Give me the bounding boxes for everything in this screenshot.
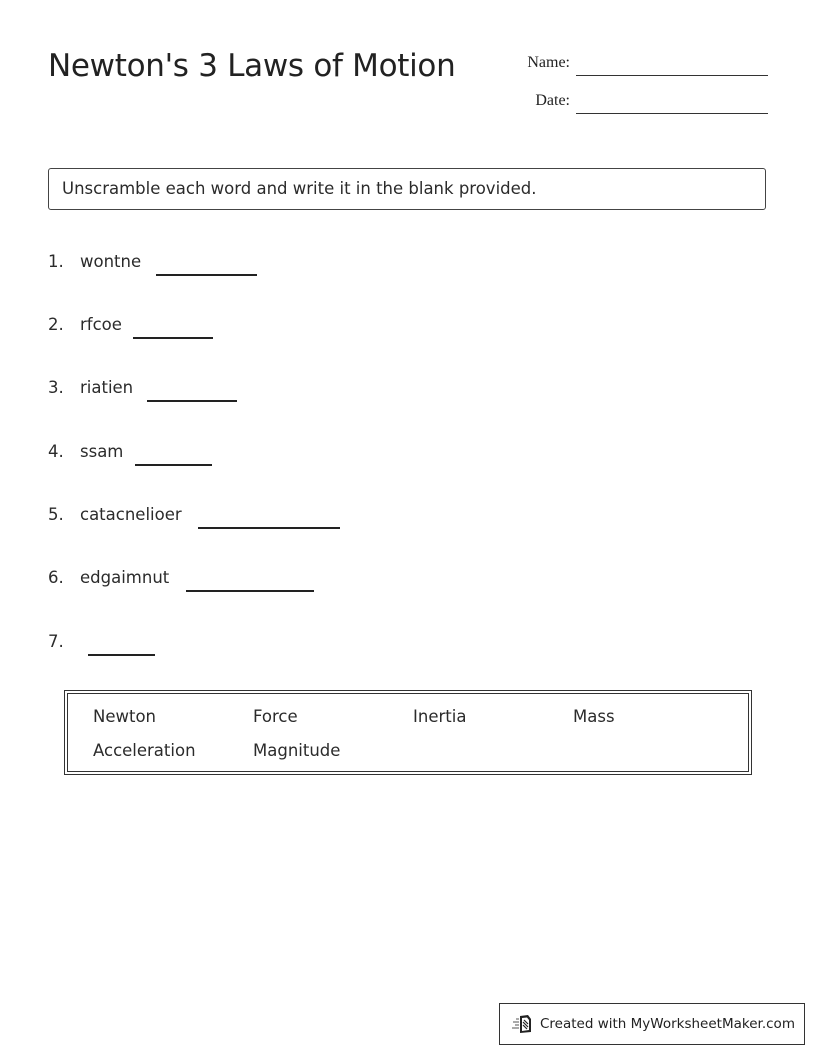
answer-blank[interactable]: [135, 464, 212, 466]
scrambled-word: riatien: [80, 378, 134, 397]
question-number: 3.: [48, 378, 64, 397]
scrambled-word: wontne: [80, 252, 142, 271]
scrambled-word: ssam: [80, 442, 124, 461]
answer-blank[interactable]: [156, 274, 257, 276]
word-bank-item: Mass: [573, 707, 615, 726]
name-blank-line[interactable]: [576, 75, 768, 76]
question-number: 6.: [48, 568, 64, 587]
answer-blank[interactable]: [186, 590, 314, 592]
date-label: Date:: [535, 92, 570, 109]
question-number: 7.: [48, 632, 64, 651]
instructions-box: Unscramble each word and write it in the blank provided.: [48, 168, 766, 210]
footer-text: Created with MyWorksheetMaker.com: [540, 1016, 795, 1032]
name-label: Name:: [527, 54, 570, 71]
word-bank-item: Newton: [93, 707, 157, 726]
word-bank-item: Inertia: [413, 707, 467, 726]
scrambled-word: rfcoe: [80, 315, 122, 334]
page-title: Newton's 3 Laws of Motion: [48, 48, 456, 84]
scrambled-word: catacnelioer: [80, 505, 182, 524]
word-bank-item: Acceleration: [93, 741, 196, 760]
worksheet-maker-logo-icon: [512, 1013, 534, 1035]
word-bank-item: Magnitude: [253, 741, 341, 760]
footer-credit[interactable]: [499, 1003, 805, 1045]
word-bank: [64, 690, 752, 775]
answer-blank[interactable]: [133, 337, 213, 339]
question-number: 2.: [48, 315, 64, 334]
answer-blank[interactable]: [198, 527, 340, 529]
answer-blank[interactable]: [88, 654, 155, 656]
word-bank-item: Force: [253, 707, 298, 726]
question-number: 1.: [48, 252, 64, 271]
scrambled-word: edgaimnut: [80, 568, 170, 587]
question-number: 4.: [48, 442, 64, 461]
date-blank-line[interactable]: [576, 113, 768, 114]
answer-blank[interactable]: [147, 400, 237, 402]
question-number: 5.: [48, 505, 64, 524]
